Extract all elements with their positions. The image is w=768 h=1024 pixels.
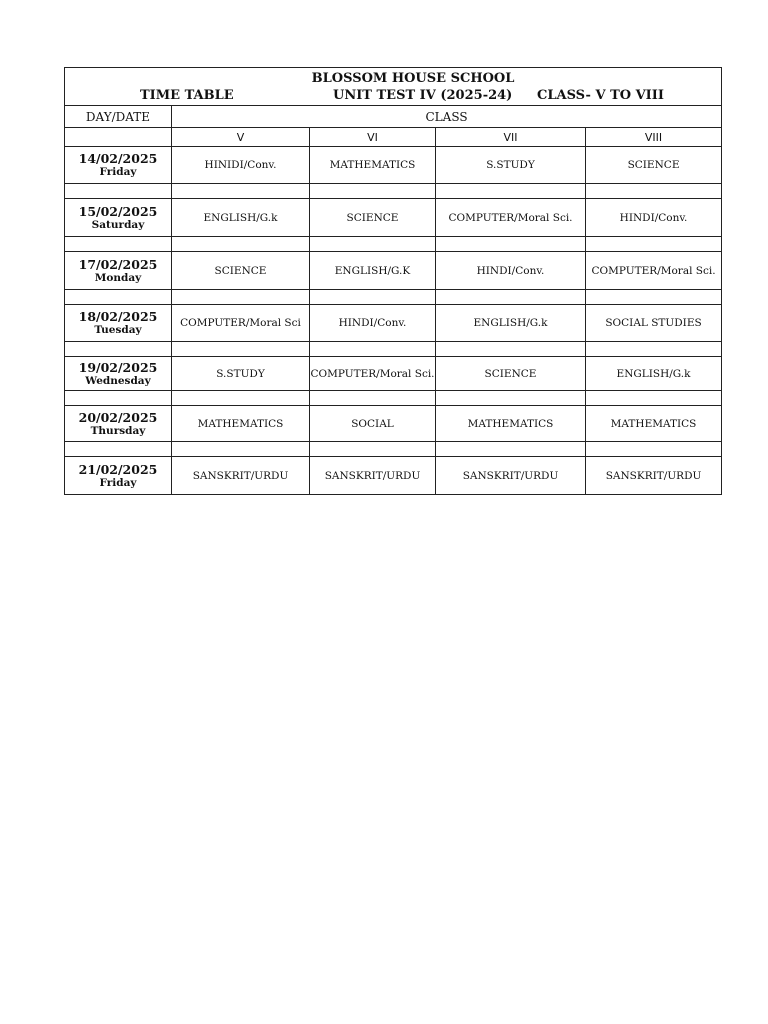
subject-cell: HINDI/Conv. bbox=[310, 305, 436, 342]
date-cell bbox=[65, 357, 172, 391]
spacer-cell bbox=[310, 237, 436, 252]
spacer-cell bbox=[172, 391, 310, 406]
date-cell bbox=[65, 457, 172, 495]
exam-day: Friday bbox=[99, 166, 137, 178]
subject-cell: SCIENCE bbox=[172, 252, 310, 290]
spacer-cell bbox=[586, 342, 722, 357]
spacer-cell bbox=[586, 290, 722, 305]
class-row-blank bbox=[65, 128, 172, 147]
spacer-cell bbox=[65, 342, 172, 357]
subject-cell: MATHEMATICS bbox=[586, 406, 722, 442]
table-row bbox=[65, 357, 722, 391]
spacer-cell bbox=[310, 290, 436, 305]
spacer-row bbox=[65, 442, 722, 457]
spacer-row bbox=[65, 342, 722, 357]
spacer-cell bbox=[586, 391, 722, 406]
subject-cell: HINDI/Conv. bbox=[436, 252, 586, 290]
spacer-cell bbox=[436, 184, 586, 199]
subject-cell: COMPUTER/Moral Sci bbox=[172, 305, 310, 342]
exam-date: 14/02/2025 bbox=[78, 151, 158, 166]
exam-date: 17/02/2025 bbox=[78, 256, 158, 272]
spacer-cell bbox=[436, 342, 586, 357]
spacer-cell bbox=[65, 237, 172, 252]
date-cell bbox=[65, 305, 172, 342]
subject-cell: SCIENCE bbox=[436, 357, 586, 391]
date-cell bbox=[65, 406, 172, 442]
timetable bbox=[64, 67, 722, 495]
class-header-viii: VIII bbox=[586, 128, 722, 147]
subject-cell: SOCIAL bbox=[310, 406, 436, 442]
spacer-cell bbox=[436, 391, 586, 406]
class-header: CLASS bbox=[172, 106, 722, 128]
subject-cell: SANSKRIT/URDU bbox=[172, 457, 310, 495]
spacer-row bbox=[65, 237, 722, 252]
exam-day: Tuesday bbox=[94, 324, 142, 336]
table-row bbox=[65, 199, 722, 237]
exam-date: 20/02/2025 bbox=[78, 409, 158, 425]
class-header-vi: VI bbox=[310, 128, 436, 147]
exam-day: Friday bbox=[99, 476, 137, 489]
subject-cell: ENGLISH/G.K bbox=[310, 252, 436, 290]
spacer-cell bbox=[436, 442, 586, 457]
date-cell bbox=[65, 252, 172, 290]
table-row bbox=[65, 252, 722, 290]
subject-cell: S.STUDY bbox=[172, 357, 310, 391]
spacer-row bbox=[65, 391, 722, 406]
subject-cell: HINIDI/Conv. bbox=[172, 147, 310, 184]
spacer-cell bbox=[65, 391, 172, 406]
subject-cell: S.STUDY bbox=[436, 147, 586, 184]
day-date-header: DAY/DATE bbox=[65, 106, 172, 128]
spacer-cell bbox=[172, 184, 310, 199]
spacer-cell bbox=[310, 342, 436, 357]
subject-cell: SCIENCE bbox=[586, 147, 722, 184]
exam-date: 19/02/2025 bbox=[78, 359, 158, 375]
table-row bbox=[65, 147, 722, 184]
spacer-row bbox=[65, 184, 722, 199]
timetable-title: TIME TABLE bbox=[140, 88, 234, 103]
spacer-cell bbox=[172, 290, 310, 305]
subject-cell: SANSKRIT/URDU bbox=[436, 457, 586, 495]
spacer-cell bbox=[172, 342, 310, 357]
title-row bbox=[65, 68, 722, 106]
header-row bbox=[65, 106, 722, 128]
exam-date: 15/02/2025 bbox=[78, 203, 158, 219]
spacer-cell bbox=[436, 290, 586, 305]
spacer-cell bbox=[586, 237, 722, 252]
spacer-cell bbox=[436, 237, 586, 252]
subject-cell: ENGLISH/G.k bbox=[172, 199, 310, 237]
subject-cell: COMPUTER/Moral Sci. bbox=[436, 199, 586, 237]
date-cell bbox=[65, 147, 172, 184]
spacer-cell bbox=[310, 442, 436, 457]
exam-date: 18/02/2025 bbox=[78, 309, 158, 324]
title-cell bbox=[65, 68, 722, 106]
subject-cell: MATHEMATICS bbox=[310, 147, 436, 184]
exam-title: UNIT TEST IV (2025-24) bbox=[333, 88, 513, 103]
exam-day: Monday bbox=[94, 271, 142, 284]
subject-cell: SANSKRIT/URDU bbox=[586, 457, 722, 495]
class-header-v: V bbox=[172, 128, 310, 147]
subject-cell: MATHEMATICS bbox=[172, 406, 310, 442]
subject-cell: COMPUTER/Moral Sci. bbox=[310, 357, 436, 391]
subject-cell: ENGLISH/G.k bbox=[436, 305, 586, 342]
exam-day: Saturday bbox=[91, 218, 145, 231]
spacer-cell bbox=[310, 391, 436, 406]
class-range: CLASS- V TO VIII bbox=[537, 88, 664, 103]
spacer-cell bbox=[65, 442, 172, 457]
spacer-cell bbox=[172, 442, 310, 457]
spacer-row bbox=[65, 290, 722, 305]
subject-cell: ENGLISH/G.k bbox=[586, 357, 722, 391]
subject-cell: SOCIAL STUDIES bbox=[586, 305, 722, 342]
school-name: BLOSSOM HOUSE SCHOOL bbox=[311, 71, 515, 86]
table-row bbox=[65, 457, 722, 495]
subject-cell: HINDI/Conv. bbox=[586, 199, 722, 237]
table-row bbox=[65, 305, 722, 342]
spacer-cell bbox=[586, 184, 722, 199]
date-cell bbox=[65, 199, 172, 237]
exam-day: Thursday bbox=[90, 424, 146, 437]
timetable-body bbox=[65, 68, 722, 495]
class-row bbox=[65, 128, 722, 147]
spacer-cell bbox=[65, 290, 172, 305]
subject-cell: COMPUTER/Moral Sci. bbox=[586, 252, 722, 290]
table-row bbox=[65, 406, 722, 442]
class-header-vii: VII bbox=[436, 128, 586, 147]
spacer-cell bbox=[310, 184, 436, 199]
spacer-cell bbox=[172, 237, 310, 252]
subject-cell: MATHEMATICS bbox=[436, 406, 586, 442]
exam-date: 21/02/2025 bbox=[78, 461, 158, 477]
spacer-cell bbox=[65, 184, 172, 199]
spacer-cell bbox=[586, 442, 722, 457]
subject-cell: SANSKRIT/URDU bbox=[310, 457, 436, 495]
exam-day: Wednesday bbox=[85, 374, 151, 387]
subject-cell: SCIENCE bbox=[310, 199, 436, 237]
